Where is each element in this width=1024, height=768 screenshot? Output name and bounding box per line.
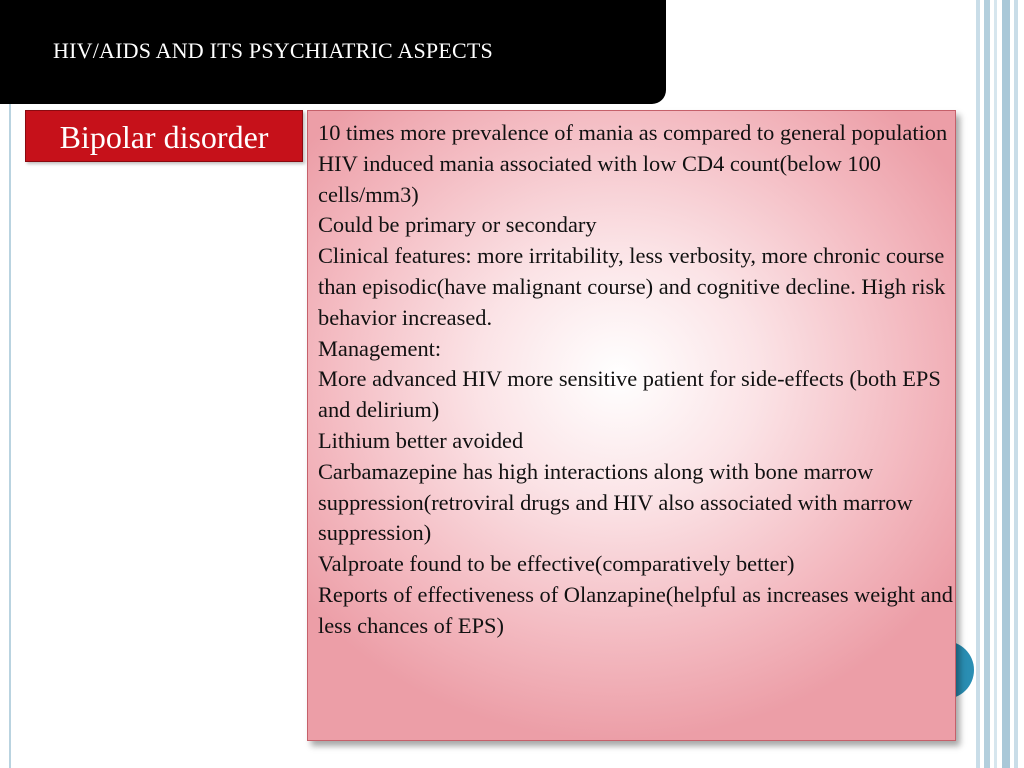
content-point: Reports of effectiveness of Olanzapine(helpful as increases weight and less chances of EPS) xyxy=(318,581,953,638)
slide-title-bar xyxy=(0,0,666,104)
stripe xyxy=(1002,0,1010,768)
content-point: Carbamazepine has high interactions along with bone marrow suppression(retroviral drugs and HIV also associated with marrow suppression) xyxy=(318,458,913,546)
content-point: Lithium better avoided xyxy=(318,427,524,453)
content-point: HIV induced mania associated with low CD4 count(below 100 cells/mm3) xyxy=(318,150,881,207)
stripe xyxy=(976,0,980,768)
content-point: Could be primary or secondary xyxy=(318,212,597,238)
content-point: More advanced HIV more sensitive patient for side-effects (both EPS and delirium) xyxy=(318,366,941,423)
content-text xyxy=(318,118,953,642)
content-point: Management: xyxy=(318,335,442,361)
stripe xyxy=(1014,0,1018,768)
slide-title: HIV/AIDS AND ITS PSYCHIATRIC ASPECTS xyxy=(53,38,493,63)
left-decorative-rule xyxy=(9,0,11,768)
content-point: Valproate found to be effective(comparatively better) xyxy=(318,551,795,577)
topic-label: Bipolar disorder xyxy=(25,110,303,162)
stripe xyxy=(994,0,997,768)
content-point: Clinical features: more irritability, less verbosity, more chronic course than episodic(have malignant course) and cognitive decline. High risk behavior increased. xyxy=(318,243,946,330)
stripe xyxy=(984,0,990,768)
right-decorative-stripes xyxy=(976,0,1024,768)
content-point: 10 times more prevalence of mania as compared to general population xyxy=(318,120,948,145)
